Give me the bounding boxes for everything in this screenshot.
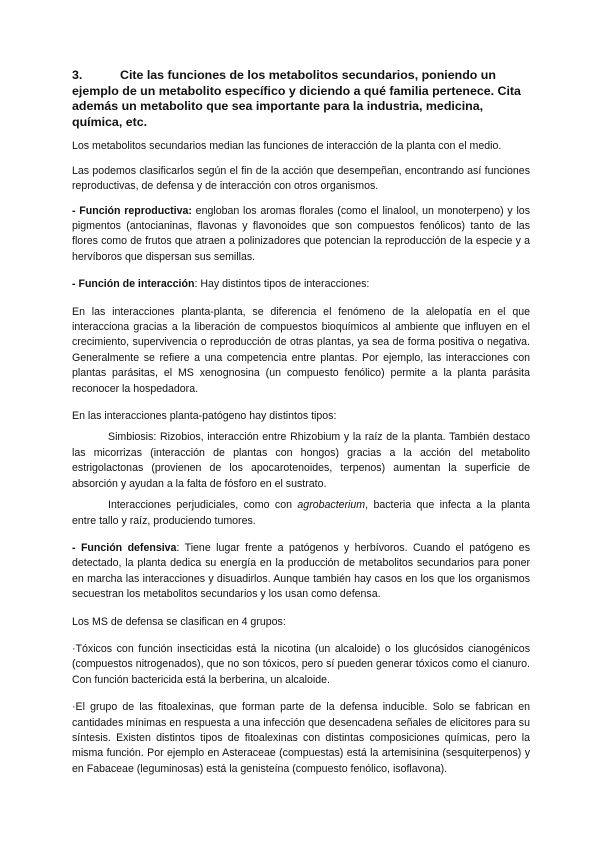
defensive-function-label: - Función defensiva	[72, 541, 177, 554]
question-text: Cite las funciones de los metabolitos secundarios, poniendo un ejemplo de un metabolito específico y diciendo a qué familia pertenece. Cita además un metabolito que sea importante para la industria, medicina, química, etc.	[72, 68, 521, 129]
question-heading	[72, 68, 530, 130]
interaction-function-label: - Función de interacción	[72, 278, 195, 291]
defensive-function-paragraph	[72, 541, 530, 603]
question-number: 3.	[72, 68, 83, 82]
intro-paragraph: Los metabolitos secundarios median las funciones de interacción de la planta con el medio.	[72, 140, 502, 153]
symbiosis-paragraph: Simbiosis: Rizobios, interacción entre Rhizobium y la raíz de la planta. También destaco las micorrizas (interacción de plantas con hongos) gracias a la acción del metabolito estrigolactonas (provienen de los apocarotenoides, terpenos) aumentan la superficie de absorción y ayudan a la falta de fósforo en el sustrato.	[72, 431, 530, 490]
phytoalexins-paragraph: ·El grupo de las fitoalexinas, que forman parte de la defensa inducible. Solo se fabrican en cantidades mínimas en respuesta a una infección que desencadena señales de elicitores para su síntesis. Existen distintos tipos de fitoalexinas con distintas composiciones químicas, pero la misma función. Por ejemplo en Asteraceae (compuestas) está la artemisinina (sesquiterpenos) y en Fabaceae (leguminosas) está la genisteína (compuesto fenólico, isoflavona).	[72, 701, 530, 775]
document-page	[72, 68, 530, 777]
harmful-interactions-paragraph	[72, 498, 530, 529]
agrobacterium-term: agrobacterium	[297, 499, 366, 512]
defense-groups-intro: Los MS de defensa se clasifican en 4 grupos:	[72, 615, 286, 628]
toxics-paragraph: ·Tóxicos con función insecticidas está la nicotina (un alcaloide) o los glucósidos cianogénicos (compuestos nitrogenados), que no son tóxicos, pero sí pueden generar tóxicos como el cianuro. Con función bactericida está la berberina, un alcaloide.	[72, 642, 530, 686]
interaction-function-paragraph	[72, 277, 530, 292]
reproductive-function-label: - Función reproductiva:	[72, 204, 192, 217]
plant-plant-paragraph: En las interacciones planta-planta, se diferencia el fenómeno de la alelopatía en el que interacciona gracias a la liberación de compuestos bioquímicos al ambiente que influyen en el crecimiento, supervivencia o reproducción de otras plantas, ya sea de forma positiva o negativa. Generalmente se refiere a una competencia entre plantas. Por ejemplo, las interacciones con plantas parásitas, el MS xenognosina (un compuesto fenólico) permite a la planta parásita reconocer la hospedadora.	[72, 305, 530, 395]
defensive-function-text: : Tiene lugar frente a patógenos y herbívoros. Cuando el patógeno es detectado, la planta dedica su energía en la producción de metabolitos secundarios para poner en marcha las interacciones y disuadirlos. Aunque también hay casos en los que los organismos secuestran los metabolitos secundarios y los usan como defensa.	[72, 541, 530, 601]
reproductive-function-text: engloban los aromas florales (como el linalool, un monoterpeno) y los pigmentos (antocianinas, flavonas y flavonoides que son compuestos fenólicos) tanto de las flores como de frutos que atraen a polinizadores que potencian la reproducción de la especie y a hervíboros que dispersan sus semillas.	[72, 204, 530, 263]
plant-pathogen-intro: En las interacciones planta-patógeno hay distintos tipos:	[72, 410, 337, 423]
reproductive-function-paragraph	[72, 204, 530, 266]
harmful-interactions-text-end: , bacteria que infecta a la planta entre tallo y raíz, produciendo tumores.	[72, 499, 530, 527]
harmful-interactions-text: Interacciones perjudiciales, como con	[108, 499, 298, 512]
interaction-function-text: : Hay distintos tipos de interacciones:	[194, 278, 370, 291]
classification-paragraph: Las podemos clasificarlos según el fin de la acción que desempeñan, encontrando así funciones reproductivas, de defensa y de interacción con otros organismos.	[72, 164, 530, 193]
